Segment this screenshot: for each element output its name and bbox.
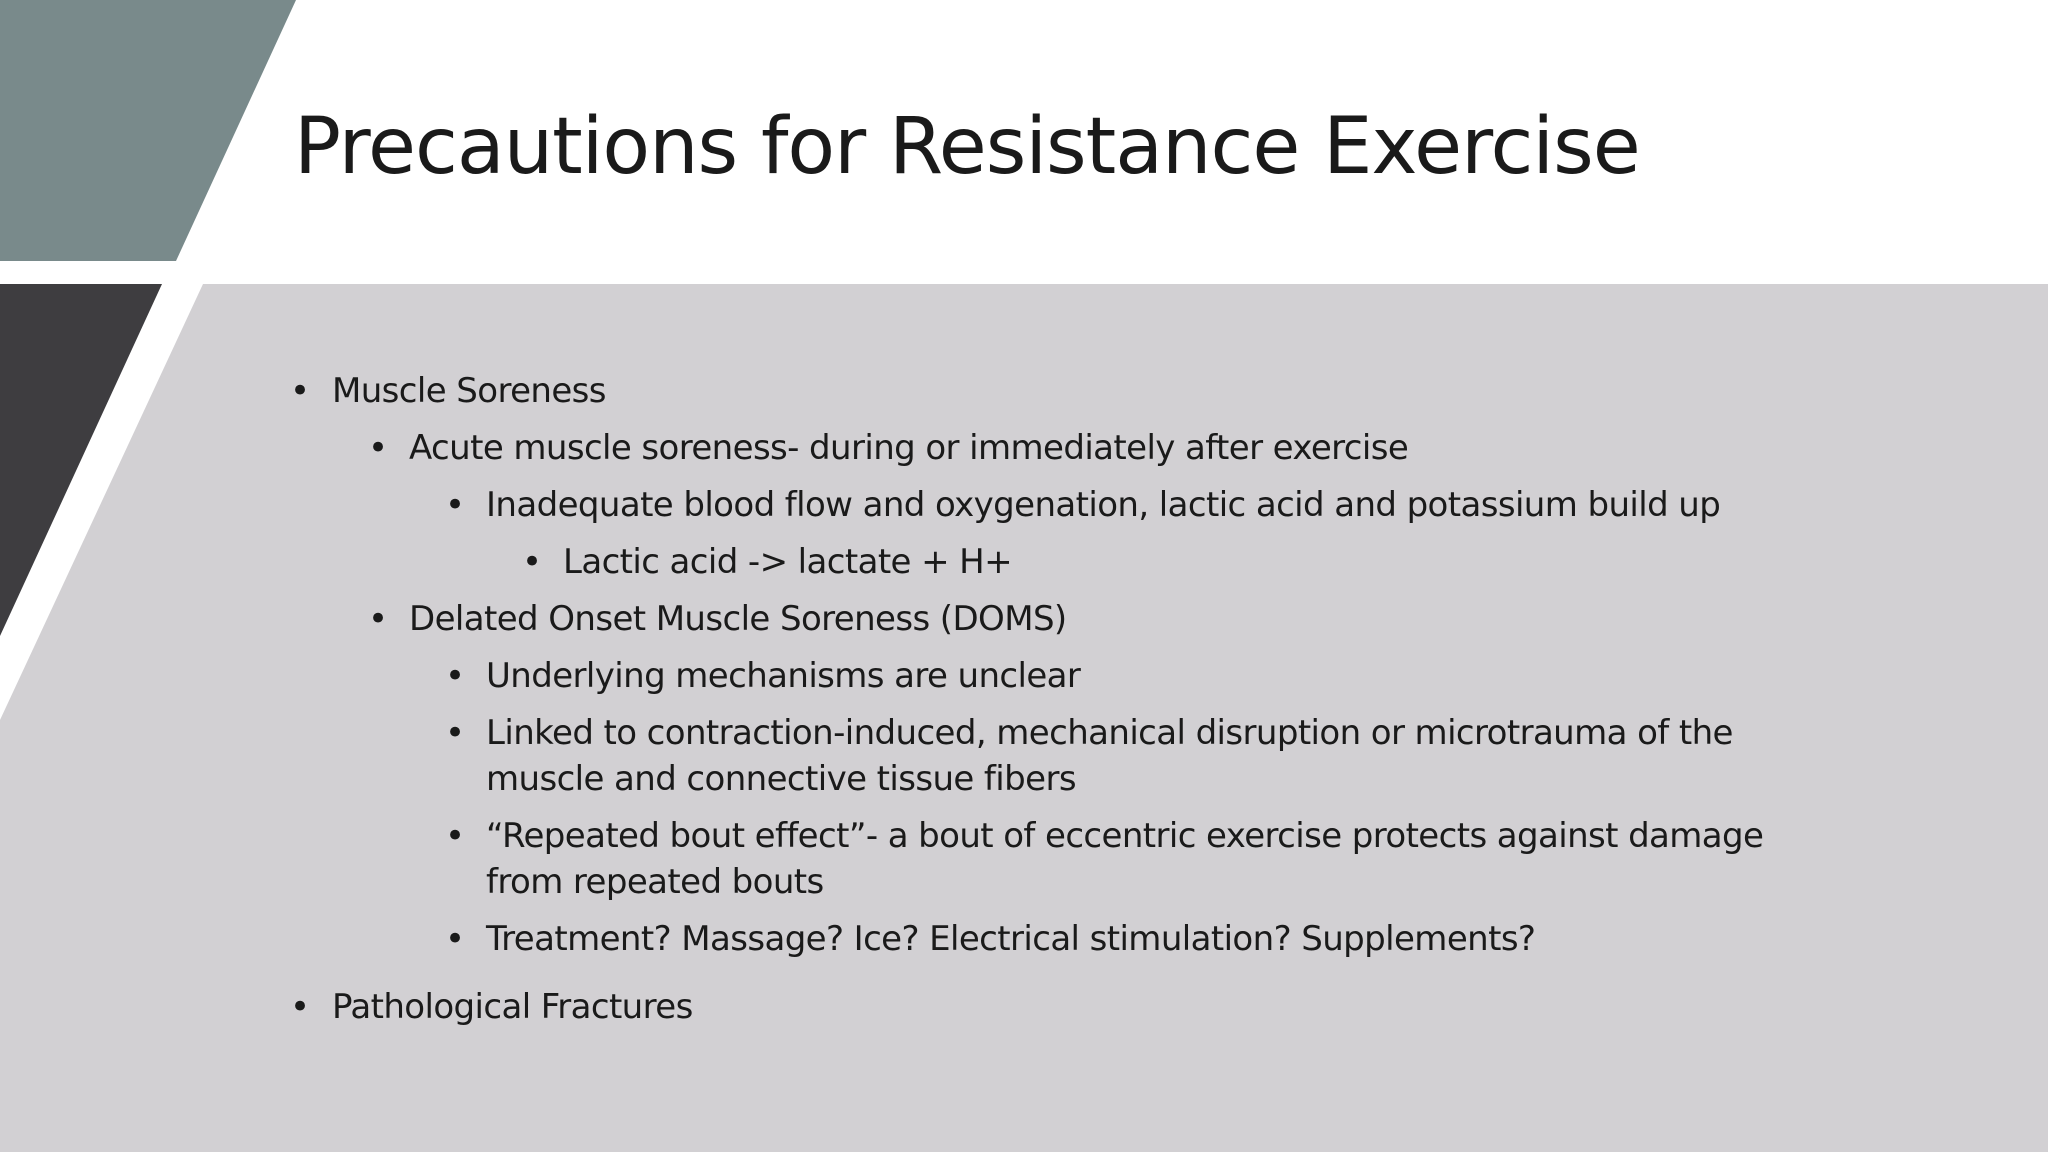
bullet-marker: • — [445, 485, 465, 525]
bullet-marker: • — [368, 599, 388, 639]
accent-trapezoid-top — [0, 0, 296, 261]
slide-title: Precautions for Resistance Exercise — [294, 102, 1640, 192]
bullet-item — [290, 482, 1850, 528]
bullet-marker: • — [445, 816, 465, 856]
bullet-item — [290, 368, 1850, 414]
bullet-item — [290, 653, 1850, 699]
bullet-text: Treatment? Massage? Ice? Electrical stimulation? Supplements? — [486, 919, 1536, 959]
bullet-item — [290, 425, 1850, 471]
bullet-text: Underlying mechanisms are unclear — [486, 656, 1081, 696]
bullet-item — [290, 539, 1850, 585]
bullet-marker: • — [368, 428, 388, 468]
bullet-text: Linked to contraction-induced, mechanical disruption or microtrauma of the muscle and connective tissue fibers — [486, 713, 1733, 799]
bullet-text: Acute muscle soreness- during or immediately after exercise — [409, 428, 1409, 468]
bullet-marker: • — [290, 987, 310, 1027]
bullet-item — [290, 596, 1850, 642]
bullet-text: Muscle Soreness — [332, 371, 606, 411]
bullet-marker: • — [445, 919, 465, 959]
bullet-text: Lactic acid -> lactate + H+ — [563, 542, 1013, 582]
bullet-marker: • — [445, 713, 465, 753]
bullet-item — [290, 710, 1850, 802]
bullet-marker: • — [522, 542, 542, 582]
bullet-text: Inadequate blood flow and oxygenation, lactic acid and potassium build up — [486, 485, 1721, 525]
bullet-item — [290, 813, 1850, 905]
bullet-list — [290, 368, 1850, 1041]
bullet-item — [290, 984, 1850, 1030]
bullet-text: Delated Onset Muscle Soreness (DOMS) — [409, 599, 1067, 639]
bullet-item — [290, 916, 1850, 962]
bullet-text: “Repeated bout effect”- a bout of eccentric exercise protects against damage from repeated bouts — [486, 816, 1764, 902]
bullet-marker: • — [445, 656, 465, 696]
bullet-text: Pathological Fractures — [332, 987, 693, 1027]
bullet-marker: • — [290, 371, 310, 411]
